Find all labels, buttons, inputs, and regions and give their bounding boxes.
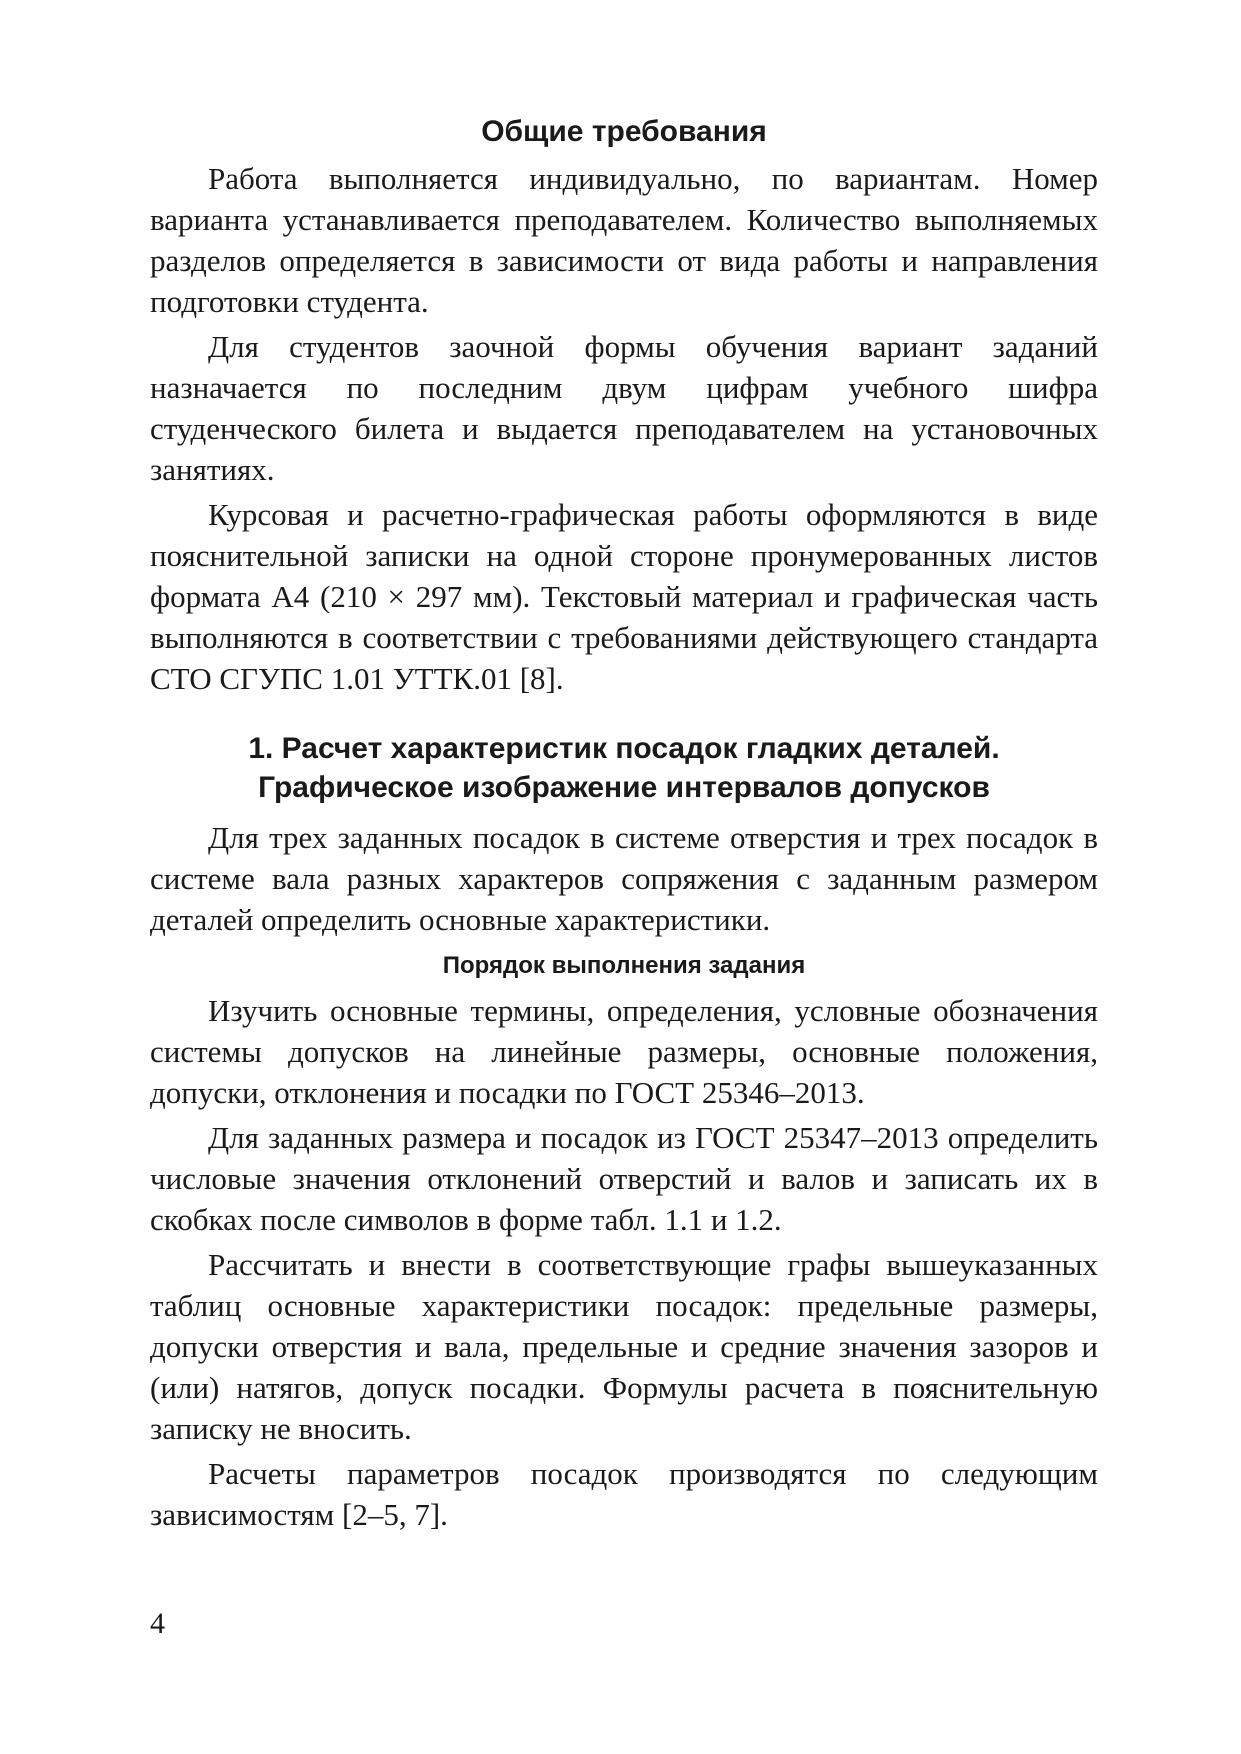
chapter-title-line-1: 1. Расчет характеристик посадок гладких деталей. xyxy=(248,732,1000,765)
chapter-title-line-2: Графическое изображение интервалов допусков xyxy=(258,771,990,804)
chapter-title xyxy=(150,729,1098,807)
paragraph-formatting-requirements: Курсовая и расчетно-графическая работы оформляются в виде пояснительной записки на одной стороне пронумерованных листов формата А4 (210 × 297 мм). Текстовый материал и графическая часть выполняются в соответствии с требованиями действующего стандарта СТО СГУПС 1.01 УТТК.01 [8]. xyxy=(150,497,1098,696)
section-title-general-requirements: Общие требования xyxy=(481,115,767,148)
paragraph-chapter-intro: Для трех заданных посадок в системе отверстия и трех посадок в системе вала разных характеров сопряжения с заданным размером деталей определить основные характеристики. xyxy=(150,820,1098,937)
paragraph-study-terms: Изучить основные термины, определения, условные обозначения системы допусков на линейные размеры, основные положения, допуски, отклонения и посадки по ГОСТ 25346–2013. xyxy=(150,993,1098,1110)
paragraph-correspondence-students: Для студентов заочной формы обучения вариант заданий назначается по последним двум цифрам учебного шифра студенческого билета и выдается преподавателем на установочных занятиях. xyxy=(150,329,1098,487)
subsection-title-procedure: Порядок выполнения задания xyxy=(442,952,806,979)
page-number: 4 xyxy=(150,1607,165,1640)
paragraph-individual-work: Работа выполняется индивидуально, по вариантам. Номер варианта устанавливается преподавателем. Количество выполняемых разделов определяется в зависимости от вида работы и направления подготовки студента. xyxy=(150,161,1098,319)
paragraph-calculation-formulas: Расчеты параметров посадок производятся по следующим зависимостям [2–5, 7]. xyxy=(150,1456,1098,1532)
page-body xyxy=(150,112,1098,1539)
paragraph-determine-deviations: Для заданных размера и посадок из ГОСТ 25347–2013 определить числовые значения отклонений отверстий и валов и записать их в скобках после символов в форме табл. 1.1 и 1.2. xyxy=(150,1120,1098,1237)
paragraph-calculate-characteristics: Рассчитать и внести в соответствующие графы вышеуказанных таблиц основные характеристики посадок: предельные размеры, допуски отверстия и вала, предельные и средние значения зазоров и (или) натягов, допуск посадки. Формулы расчета в пояснительную записку не вносить. xyxy=(150,1247,1098,1446)
